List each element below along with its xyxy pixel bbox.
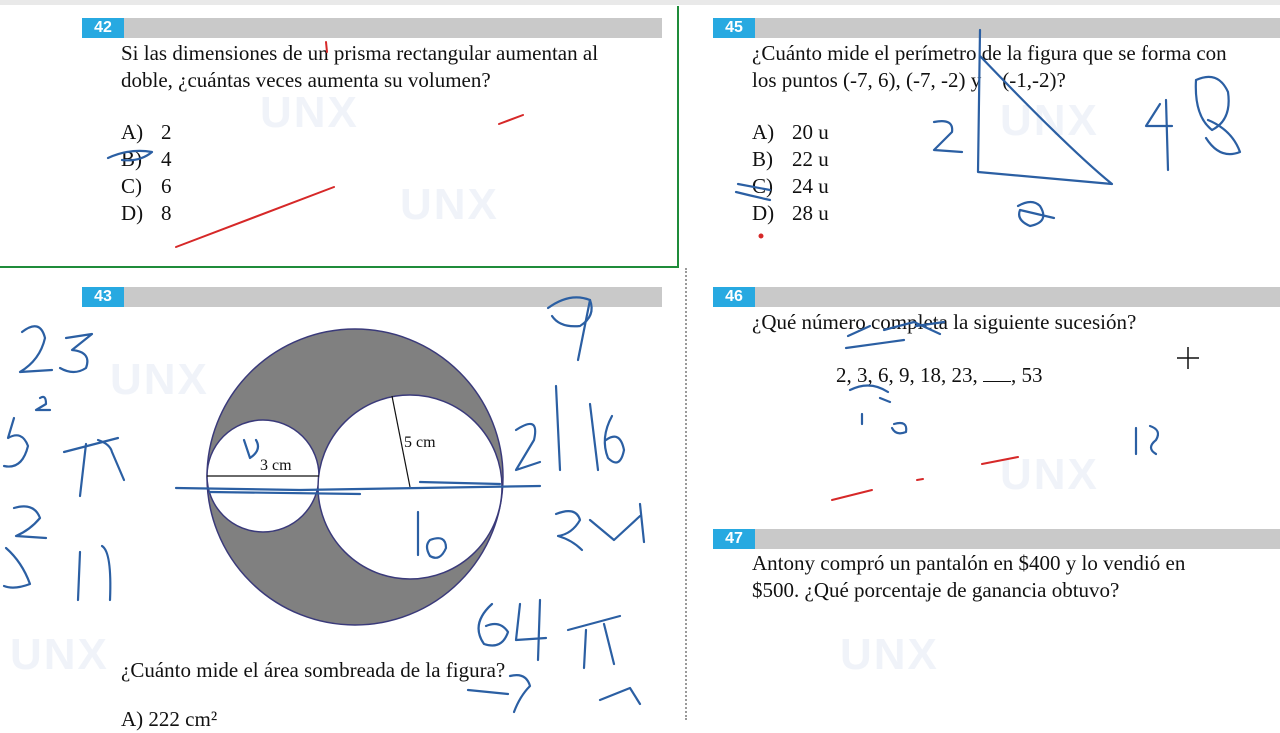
option-value: 8 xyxy=(161,201,172,225)
question-text-line: los puntos (-7, 6), (-7, -2) y (-1,-2)? xyxy=(752,68,1066,92)
question-text-line: doble, ¿cuántas veces aumenta su volumen? xyxy=(121,68,491,92)
question-text-line: ¿Cuánto mide el perímetro de la figura que se forma con xyxy=(752,41,1227,65)
option-letter: B) xyxy=(121,147,142,171)
option-letter: D) xyxy=(121,201,144,225)
question-number: 45 xyxy=(713,18,755,38)
option-a-partial[interactable]: A) 222 cm² xyxy=(121,707,218,731)
option-value: 6 xyxy=(161,174,172,198)
crosshair-cursor-icon xyxy=(1176,346,1200,370)
large-circle-label: 5 cm xyxy=(404,434,436,451)
question-number: 46 xyxy=(713,287,755,307)
option-value: 22 u xyxy=(792,147,829,171)
question-text-line: Si las dimensiones de un prisma rectangular aumentan al xyxy=(121,41,599,65)
watermark-text: UNX xyxy=(110,355,209,404)
question-text: ¿Qué número completa la siguiente sucesión? xyxy=(752,310,1137,334)
option-value: 20 u xyxy=(792,120,829,144)
question-number: 43 xyxy=(82,287,124,307)
option-value: 2 xyxy=(161,120,172,144)
small-circle-label: 3 cm xyxy=(260,457,292,474)
blue-ink-marks xyxy=(4,30,1240,712)
option-letter: D) xyxy=(752,201,775,225)
option-letter: B) xyxy=(752,147,773,171)
question-text: ¿Cuánto mide el área sombreada de la figura? xyxy=(121,658,506,682)
option-value: 4 xyxy=(161,147,172,171)
option-letter: C) xyxy=(752,174,773,198)
sequence-start: 2, 3, 6, 9, 18, 23, xyxy=(836,363,978,387)
watermark-text: UNX xyxy=(1000,450,1099,499)
option-value: 24 u xyxy=(792,174,829,198)
option-letter: A) xyxy=(752,120,775,144)
sequence-end: , 53 xyxy=(1011,363,1043,387)
option-letter: A) xyxy=(121,120,144,144)
question-number: 42 xyxy=(82,18,124,38)
question-text-line: Antony compró un pantalón en $400 y lo vendió en xyxy=(752,551,1186,575)
question-text-line: $500. ¿Qué porcentaje de ganancia obtuvo? xyxy=(752,578,1120,602)
option-letter: C) xyxy=(121,174,142,198)
question-number: 47 xyxy=(713,529,755,549)
watermark-text: UNX xyxy=(10,630,109,679)
watermark-text: UNX xyxy=(400,180,499,229)
watermark-text: UNX xyxy=(1000,96,1099,145)
option-value: 28 u xyxy=(792,201,829,225)
watermark-text: UNX xyxy=(260,88,359,137)
red-ink-marks xyxy=(176,42,1018,500)
watermark-text: UNX xyxy=(840,630,939,679)
